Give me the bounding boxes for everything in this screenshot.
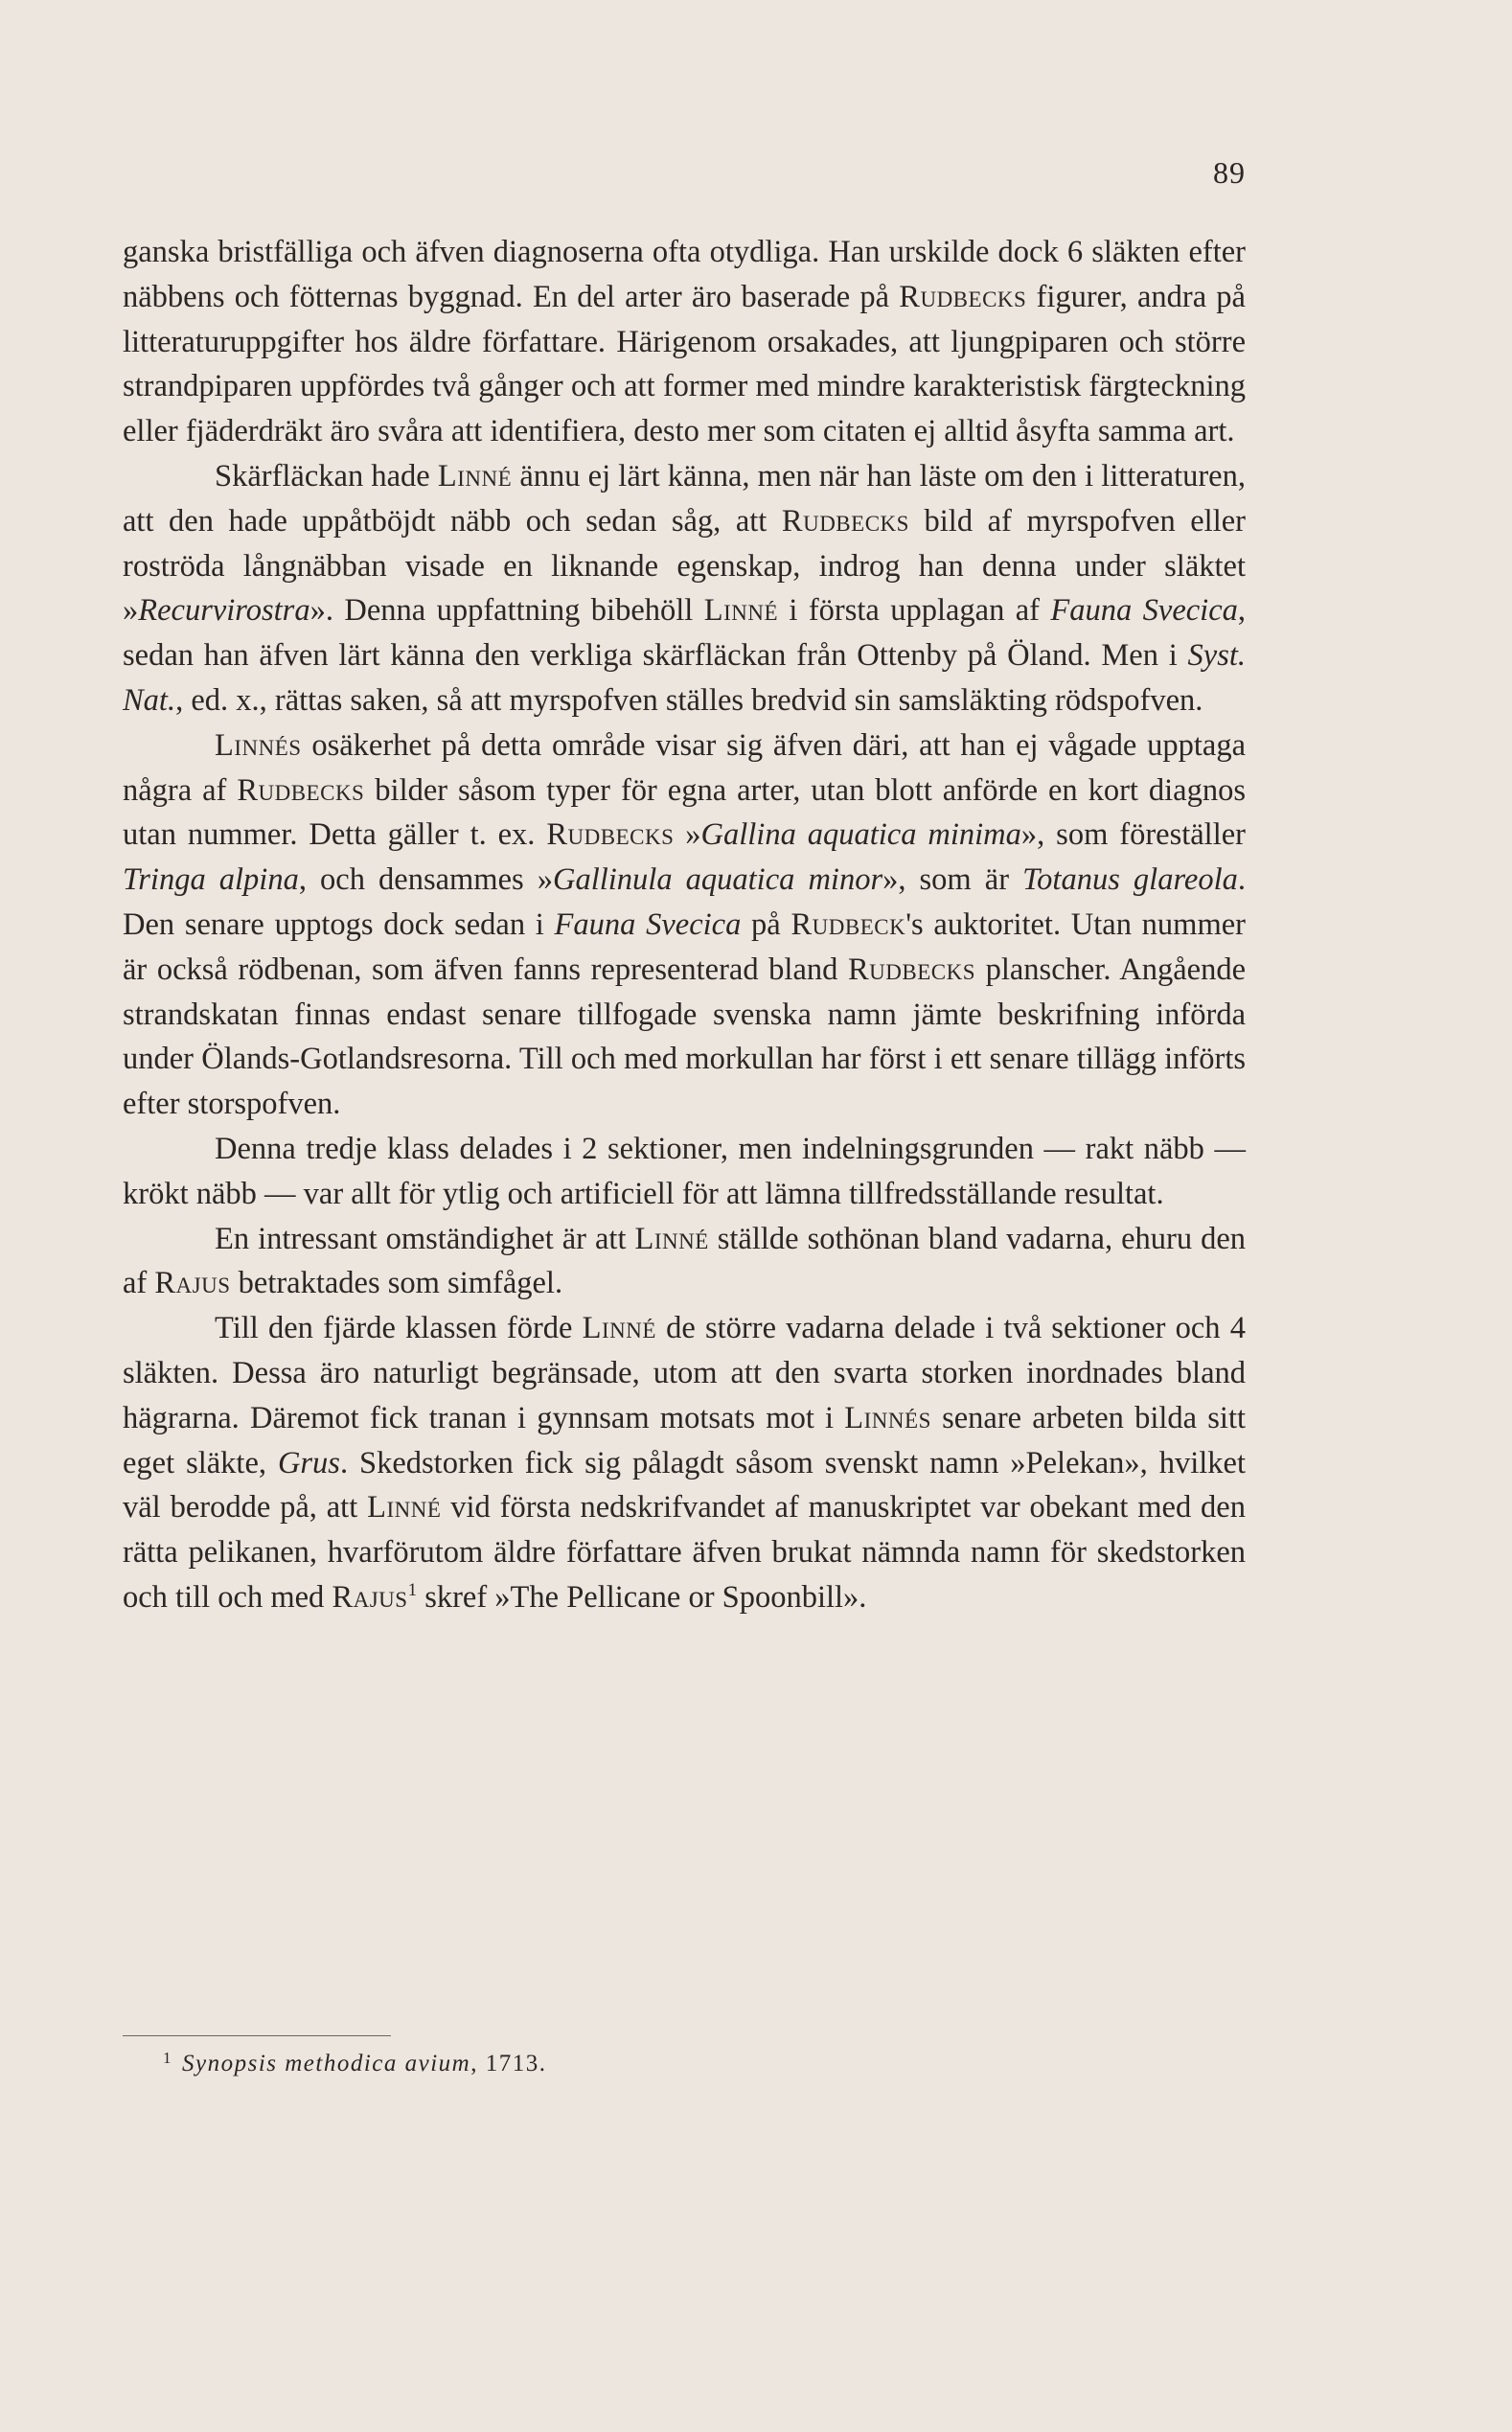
text-run: ställde sothönan bland vadarna, ehuru den af (123, 1221, 1246, 1301)
paragraph (123, 1217, 1246, 1307)
italic-term: Totanus glareola (1022, 862, 1238, 898)
text-run: figurer, andra på litteraturuppgifter hos äldre författare. Härigenom orsakades, att ljungpiparen och större strandpiparen uppfördes två gånger och att former med mindre karakteristisk färgteckning eller fjäderdräkt äro svåra att identifiera, desto mer som citaten ej alltid åsyfta samma art. (123, 279, 1246, 449)
text-run: Denna tredje klass delades i 2 sektioner, men indelningsgrunden — rakt näbb — krökt näbb — var allt för ytlig och artificiell för att lämna tillfredsställande resultat. (123, 1131, 1246, 1211)
italic-term: Fauna Svecica (554, 906, 742, 942)
author-name: Rudbecks (546, 817, 675, 853)
italic-term: Gallinula aquatica minor (552, 862, 883, 898)
author-name: Linnés (215, 727, 302, 763)
italic-term: Recurvirostra (138, 593, 310, 629)
author-name: Rudbecks (237, 772, 365, 808)
author-name: Rudbecks (899, 279, 1027, 314)
text-run: 's auktoritet. Utan nummer är också rödbenan, som äfven fanns representerad bland (123, 906, 1246, 987)
text-run: Skärfläckan hade (215, 458, 438, 493)
text-run: bild af myrspofven eller roströda långnäbban visade en liknande egenskap, indrog han denna under släktet » (123, 503, 1246, 629)
italic-term: Grus (277, 1445, 340, 1480)
italic-term: Tringa alpina (123, 862, 299, 898)
text-run: », som är (882, 862, 1023, 898)
paragraph (123, 454, 1246, 723)
author-name: Rajus (154, 1266, 231, 1301)
author-name: Linné (703, 593, 778, 629)
italic-term: Fauna Svecica (1050, 593, 1238, 629)
footnote-divider (123, 2035, 391, 2036)
text-run: på (741, 906, 791, 942)
text-run: i första upplagan af (778, 593, 1051, 629)
text-run: , och densammes » (298, 862, 553, 898)
italic-term: Gallina aquatica minima (700, 817, 1021, 853)
body-text (123, 230, 1246, 1620)
author-name: Rudbeck (790, 906, 906, 942)
text-run: Till den fjärde klassen förde (215, 1311, 583, 1346)
italic-term: Syst. Nat. (123, 638, 1246, 718)
text-run: ännu ej lärt känna, men när han läste om den i litteraturen, att den hade uppåtböjdt näbb och sedan såg, att (123, 458, 1246, 539)
text-run: . Skedstorken fick sig pålagdt såsom svenskt namn »Pelekan», hvilket väl berodde på, att (123, 1445, 1247, 1526)
text-run: ». Denna uppfattning bibehöll (309, 593, 704, 629)
text-run: » (674, 817, 701, 853)
author-name: Linné (582, 1311, 656, 1346)
text-run: de större vadarna delade i två sektioner och 4 släkten. Dessa äro naturligt begränsade, utom att den svarta storken inordnades bland hägrarna. Däremot fick tranan i gynnsam motsats mot i (123, 1311, 1246, 1435)
text-run: En intressant omständighet är att (215, 1221, 635, 1256)
text-run: . Den senare upptogs dock sedan i (123, 862, 1246, 942)
text-run: bilder såsom typer för egna arter, utan blott anförde en kort diagnos utan nummer. Detta gäller t. ex. (123, 772, 1246, 853)
text-run: osäkerhet på detta område visar sig äfven däri, att han ej vågade upptaga några af (123, 727, 1246, 808)
author-name: Linné (634, 1221, 709, 1256)
text-run: ganska bristfälliga och äfven diagnoserna ofta otydliga. Han urskilde dock 6 släkten efter näbbens och fötternas byggnad. En del arter äro baserade på (123, 235, 1246, 314)
text-run: », som föreställer (1020, 817, 1246, 853)
footnote-reference: 1 (407, 1580, 418, 1601)
text-run: betraktades som simfågel. (230, 1266, 563, 1301)
footnote-rest: , 1713. (470, 2051, 547, 2076)
author-name: Linnés (844, 1400, 931, 1435)
text-run: skref »The Pellicane or Spoonbill». (417, 1579, 867, 1615)
author-name: Rudbecks (847, 952, 976, 987)
text-run: senare arbeten bilda sitt eget släkte, (123, 1400, 1247, 1480)
paragraph (123, 1127, 1246, 1217)
text-run: vid första nedskrifvandet af manuskriptet var obekant med den rätta pelikanen, hvarförutom äldre författare äfven brukat nämnda namn för skedstorken och till och med (123, 1490, 1246, 1615)
text-run: , ed. x., rättas saken, så att myrspofven ställes bredvid sin samsläkting rödspofven. (175, 682, 1203, 718)
footnote-title: Synopsis methodica avium (182, 2051, 471, 2076)
page-number: 89 (1213, 155, 1246, 190)
author-name: Linné (437, 458, 513, 493)
paragraph (123, 230, 1246, 454)
text-run: planscher. Angående strandskatan finnas endast senare tillfogade svenska namn jämte beskrifning införda under Ölands-Gotlandsresorna. Till och med morkullan har först i ett senare tillägg införts efter storspofven. (123, 952, 1247, 1122)
author-name: Linné (367, 1490, 442, 1526)
paragraph (123, 723, 1246, 1127)
footnote (163, 2049, 1044, 2079)
footnote-marker: 1 (163, 2049, 172, 2067)
text-run: , sedan han äfven lärt känna den verkliga skärfläckan från Ottenby på Öland. Men i (123, 593, 1246, 674)
paragraph (123, 1306, 1246, 1620)
author-name: Rajus (332, 1579, 408, 1615)
author-name: Rudbecks (781, 503, 909, 539)
